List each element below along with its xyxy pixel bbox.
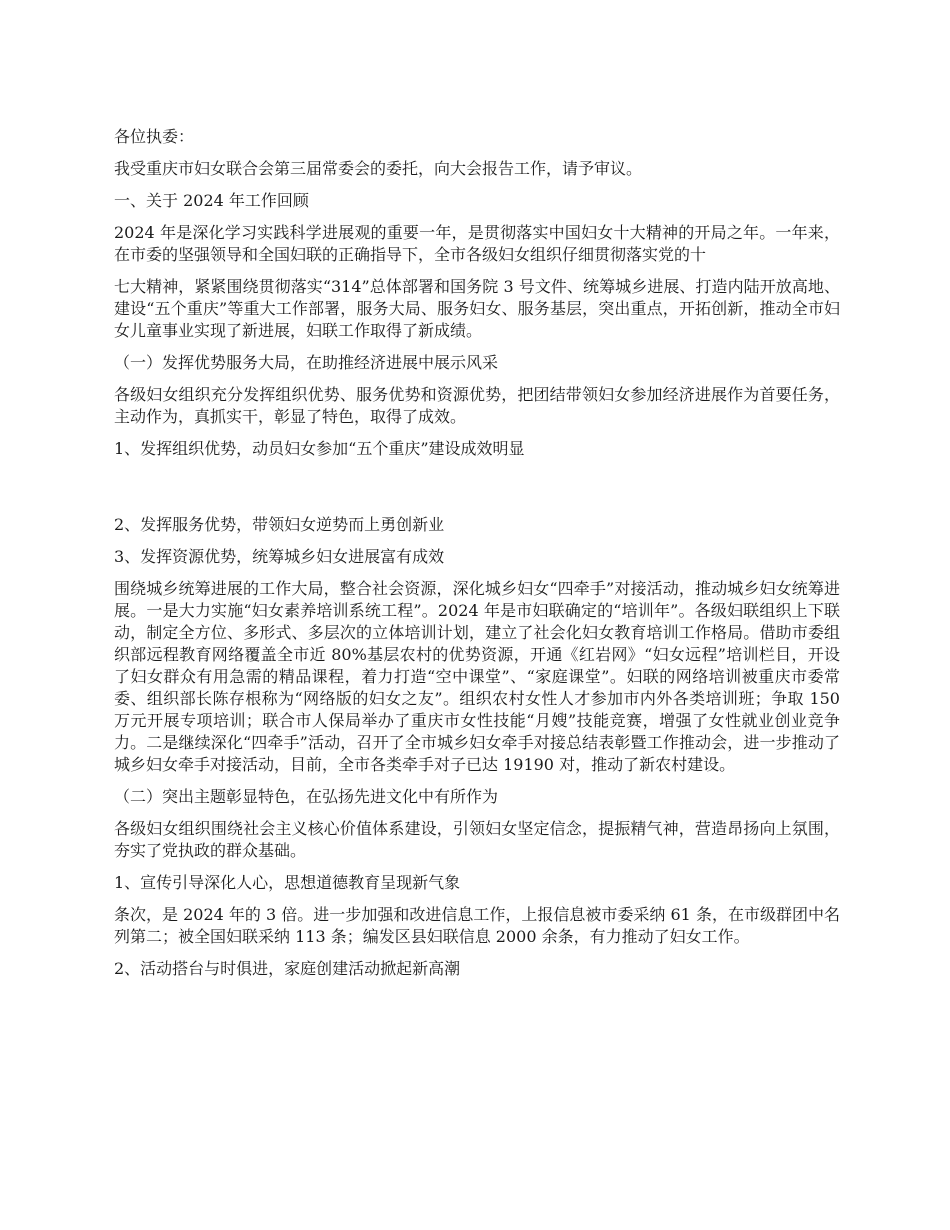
item-heading: 1、宣传引导深化人心，思想道德教育呈现新气象: [114, 873, 461, 892]
body-paragraph: 各级妇女组织充分发挥组织优势、服务优势和资源优势，把团结带领妇女参加经济进展作为首要任务，主动作为，真抓实干，彰显了特色，取得了成效。: [114, 385, 840, 426]
salutation: 各位执委：: [114, 127, 195, 146]
subsection-heading-1: （一）发挥优势服务大局，在助推经济进展中展示风采: [114, 353, 499, 372]
item-heading: 2、发挥服务优势，带领妇女逆势而上勇创新业: [114, 515, 445, 534]
item-heading: 2、活动搭台与时俱进，家庭创建活动掀起新高潮: [114, 959, 461, 978]
body-paragraph: 各级妇女组织围绕社会主义核心价值体系建设，引领妇女坚定信念，提振精气神，营造昂扬向上氛围，夯实了党执政的群众基础。: [114, 819, 840, 860]
body-paragraph: 七大精神，紧紧围绕贯彻落实“314”总体部署和国务院 3 号文件、统筹城乡进展、打造内陆开放高地、建设“五个重庆”等重大工作部署，服务大局、服务妇女、服务基层，突出重点，开拓创新，推动全市妇女儿童事业实现了新进展，妇联工作取得了新成绩。: [114, 277, 840, 340]
item-heading: 1、发挥组织优势，动员妇女参加“五个重庆”建设成效明显: [114, 439, 525, 458]
section-heading-1: 一、关于 2024 年工作回顾: [114, 191, 309, 210]
body-paragraph: 条次，是 2024 年的 3 倍。进一步加强和改进信息工作，上报信息被市委采纳 61 条，在市级群团中名列第二；被全国妇联采纳 113 条；编发区县妇联信息 2000 余条，有力推动了妇女工作。: [114, 905, 840, 946]
body-paragraph: 围绕城乡统筹进展的工作大局，整合社会资源，深化城乡妇女“四牵手”对接活动，推动城乡妇女统筹进展。一是大力实施“妇女素养培训系统工程”。2024 年是市妇联确定的“培训年”。各级妇联组织上下联动，制定全方位、多形式、多层次的立体培训计划，建立了社会化妇女教育培训工作格局。借助市委组织部远程教育网络覆盖全市近 80%基层农村的优势资源，开通《红岩网》“妇女远程”培训栏目，开设了妇女群众有用急需的精品课程，着力打造“空中课堂”、“家庭课堂”。妇联的网络培训被重庆市委常委、组织部长陈存根称为“网络版的妇女之友”。组织农村女性人才参加市内外各类培训班；争取 150 万元开展专项培训；联合市人保局举办了重庆市女性技能“月嫂”技能竞赛，增强了女性就业创业竞争力。二是继续深化“四牵手”活动，召开了全市城乡妇女牵手对接总结表彰暨工作推动会，进一步推动了城乡妇女牵手对接活动，目前，全市各类牵手对子已达 19190 对，推动了新农村建设。: [114, 579, 840, 774]
subsection-heading-2: （二）突出主题彰显特色，在弘扬先进文化中有所作为: [114, 787, 499, 806]
document-body: [114, 126, 840, 990]
item-heading: 3、发挥资源优势，统筹城乡妇女进展富有成效: [114, 547, 445, 566]
intro-paragraph: 我受重庆市妇女联合会第三届常委会的委托，向大会报告工作，请予审议。: [114, 159, 643, 178]
body-paragraph: 2024 年是深化学习实践科学进展观的重要一年，是贯彻落实中国妇女十大精神的开局之年。一年来，在市委的坚强领导和全国妇联的正确指导下，全市各级妇女组织仔细贯彻落实党的十: [114, 223, 840, 264]
blank-space: [114, 470, 840, 514]
